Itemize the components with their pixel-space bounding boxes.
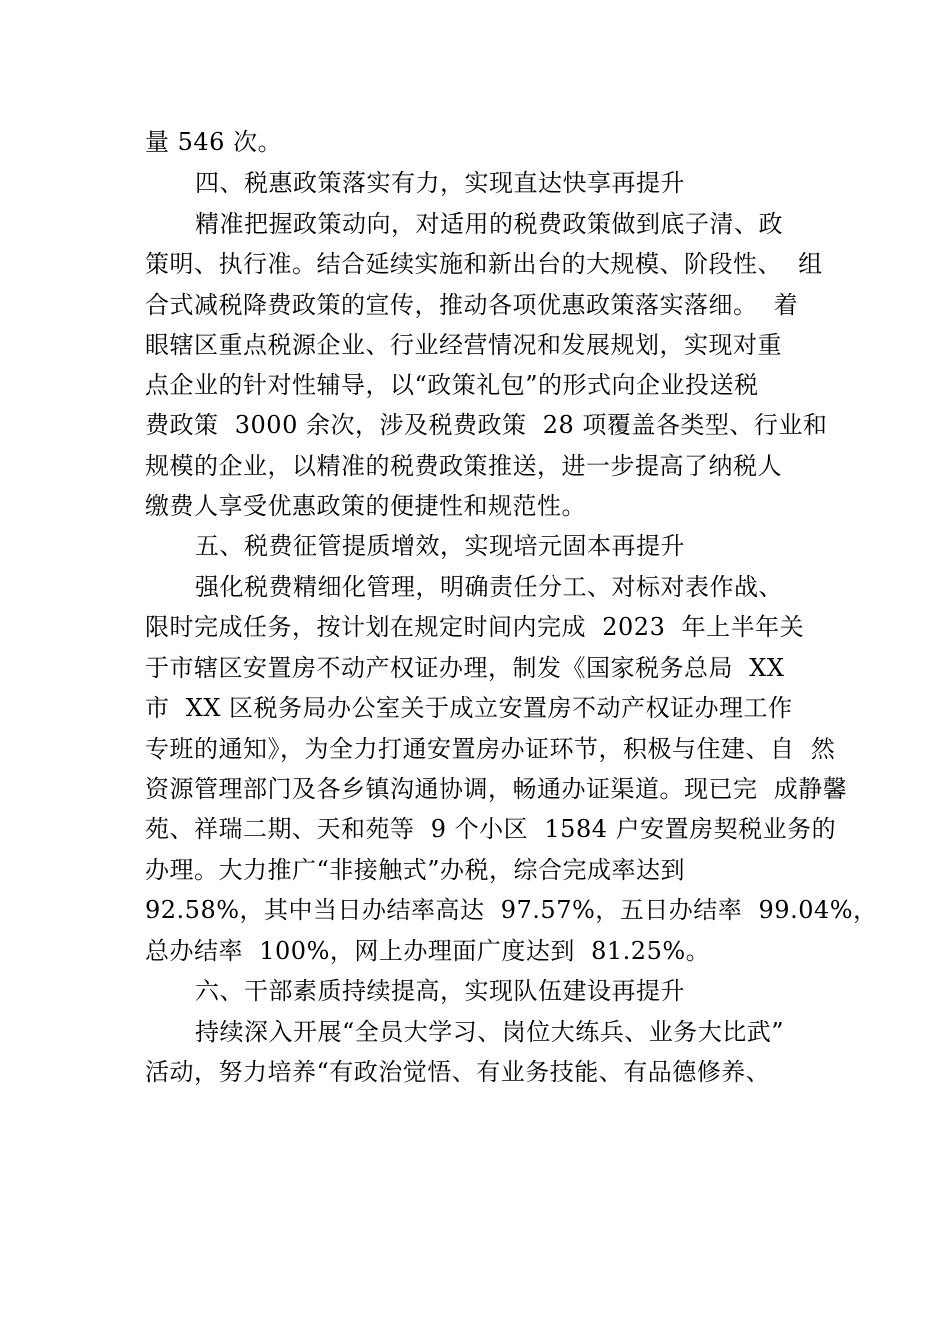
- text-line: 苑、祥瑞二期、天和苑等 9 个小区 1584 户安置房契税业务的: [145, 815, 837, 843]
- text-line: 持续深入开展“全员大学习、岗位大练兵、业务大比武”: [195, 1018, 785, 1046]
- text-line: 活动，努力培养“有政治觉悟、有业务技能、有品德修养、: [145, 1058, 771, 1086]
- text-line: 合式减税降费政策的宣传，推动各项优惠政策落实落细。 着: [145, 291, 799, 319]
- text-line: 市 XX 区税务局办公室关于成立安置房不动产权证办理工作: [145, 694, 793, 722]
- text-line: 92.58%，其中当日办结率高达 97.57%，五日办结率 99.04%，: [145, 896, 878, 924]
- text-line: 总办结率 100%，网上办理面广度达到 81.25%。: [145, 937, 711, 965]
- text-line: 强化税费精细化管理，明确责任分工、对标对表作战、: [195, 573, 783, 601]
- text-line: 办理。大力推广“非接触式”办税，综合完成率达到: [145, 856, 686, 884]
- text-line: 专班的通知》，为全力打通安置房办证环节，积极与住建、自 然: [145, 735, 836, 763]
- text-line: 资源管理部门及各乡镇沟通协调，畅通办证渠道。现已完 成静馨: [145, 775, 848, 803]
- section-heading-4: 四、税惠政策落实有力，实现直达快享再提升: [195, 169, 685, 197]
- section-heading-5: 五、税费征管提质增效，实现培元固本再提升: [195, 532, 685, 560]
- text-line: 眼辖区重点税源企业、行业经营情况和发展规划，实现对重: [145, 331, 782, 359]
- text-line: 量 546 次。: [145, 128, 283, 156]
- text-line: 点企业的针对性辅导，以“政策礼包”的形式向企业投送税: [145, 371, 759, 399]
- text-line: 策明、执行准。结合延续实施和新出台的大规模、阶段性、 组: [145, 250, 823, 278]
- text-line: 限时完成任务，按计划在规定时间内完成 2023 年上半年关: [145, 613, 805, 641]
- text-line: 于市辖区安置房不动产权证办理，制发《国家税务总局 XX: [145, 654, 785, 682]
- section-heading-6: 六、干部素质持续提高，实现队伍建设再提升: [195, 977, 685, 1005]
- text-line: 缴费人享受优惠政策的便捷性和规范性。: [145, 492, 586, 520]
- text-line: 规模的企业，以精准的税费政策推送，进一步提高了纳税人: [145, 452, 782, 480]
- text-line: 精准把握政策动向，对适用的税费政策做到底子清、政: [195, 210, 783, 238]
- text-line: 费政策 3000 余次，涉及税费政策 28 项覆盖各类型、行业和: [145, 411, 828, 439]
